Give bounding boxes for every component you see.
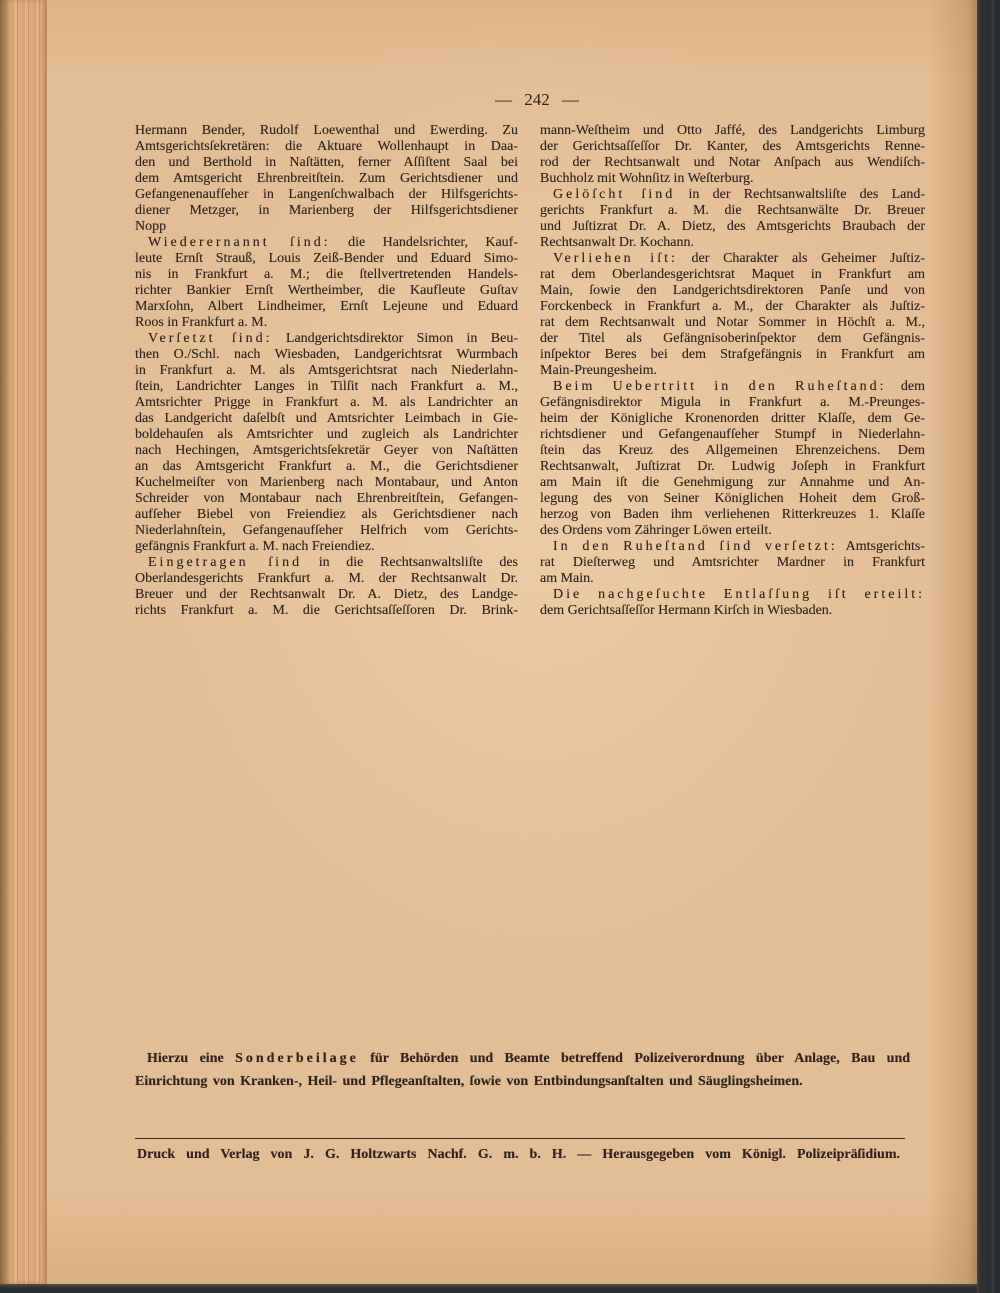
text-line — [135, 491, 518, 507]
paragraph — [540, 123, 925, 187]
line-text: Hierzu eine — [147, 1051, 224, 1066]
spaced-lead-in: Wiederernannt ſind: — [148, 235, 331, 250]
text-line — [135, 171, 518, 187]
left-column — [135, 123, 518, 619]
paragraph — [540, 587, 925, 619]
text-line — [135, 507, 518, 523]
text-line — [540, 363, 925, 379]
text-line — [540, 299, 925, 315]
text-line — [540, 507, 925, 523]
text-line — [135, 475, 518, 491]
paragraph — [135, 331, 518, 555]
page-bottom-edge — [0, 1284, 977, 1293]
line-text: Main-Preungesheim. — [540, 363, 658, 378]
line-text: am Main iſt die Genehmigung zur Annahme und An- — [540, 475, 925, 490]
text-line — [540, 139, 925, 155]
line-text: rat dem Rechtsanwalt und Notar Sommer in Höchſt a. M., — [540, 315, 925, 330]
line-text: Niederlahnſtein, Gefangenaufſeher Helfrich vom Gerichts- — [135, 523, 518, 538]
line-text: des Ordens vom Zähringer Löwen erteilt. — [540, 523, 772, 538]
line-text: Breuer und der Rechtsanwalt Dr. A. Dietz, des Landge- — [135, 587, 518, 602]
text-line — [135, 395, 518, 411]
line-text: Schreider von Montabaur nach Ehrenbreitſtein, Gefangen- — [135, 491, 518, 506]
imprint-rule — [135, 1138, 905, 1139]
text-line — [135, 587, 518, 603]
line-text: Forckenbeck in Frankfurt a. M., der Charakter als Juſtiz- — [540, 299, 925, 314]
text-line — [540, 603, 925, 619]
spaced-lead-in: Verſetzt ſind: — [148, 331, 273, 346]
text-line — [135, 603, 518, 619]
text-line — [135, 1047, 910, 1070]
paragraph — [540, 539, 925, 587]
line-text: ſtein, Landrichter Langes in Tilſit nach Frankfurt a. M., — [135, 379, 518, 394]
paragraph — [135, 555, 518, 619]
spaced-lead-in: Gelöſcht ſind — [553, 187, 676, 202]
text-line — [135, 331, 518, 347]
line-text: nach Hechingen, Amtsgerichtsſekretär Geyer von Naſtätten — [135, 443, 518, 458]
text-line — [135, 539, 518, 555]
line-text: Gefängnisdirektor Migula in Frankfurt a. M.-Preunges- — [540, 395, 925, 410]
paragraph — [135, 123, 518, 235]
line-text: Nopp — [135, 219, 167, 234]
text-line — [135, 363, 518, 379]
text-line — [540, 491, 925, 507]
supplement-note — [135, 1047, 910, 1093]
line-text: gerichts Frankfurt a. M. die Rechtsanwälte Dr. Breuer — [540, 203, 925, 218]
line-text: richter Bankier Ernſt Wertheimber, die Kaufleute Guſtav — [135, 283, 518, 298]
spaced-lead-in: Beim Uebertritt in den Ruheſtand: — [553, 379, 887, 394]
text-line — [135, 379, 518, 395]
line-text: der Gerichtsaſſeſſor Dr. Kanter, des Amtsgerichts Renne- — [540, 139, 925, 154]
text-line — [135, 139, 518, 155]
text-line — [135, 459, 518, 475]
text-line — [135, 155, 518, 171]
line-text: richtsdiener und Gefangenaufſeher Stumpf in Niederlahn- — [540, 427, 925, 442]
text-line — [540, 539, 925, 555]
line-text: heim der Königliche Kronenorden dritter Klaſſe, dem Ge- — [540, 411, 925, 426]
line-text: Hermann Bender, Rudolf Loewenthal und Ewerding. Zu — [135, 123, 518, 138]
line-text: mann-Weſtheim und Otto Jaffé, des Landgerichts Limburg — [540, 123, 925, 138]
line-text: rat Dieſterweg und Amtsrichter Mardner in Frankfurt — [540, 555, 925, 570]
text-line — [135, 315, 518, 331]
text-line — [540, 267, 925, 283]
paragraph — [540, 379, 925, 539]
line-text: diener Metzger, in Marienberg der Hilfsgerichtsdiener — [135, 203, 518, 218]
text-line — [135, 411, 518, 427]
line-text: der Charakter als Geheimer Juſtiz- — [691, 251, 926, 266]
line-text: then O./Schl. nach Wiesbaden, Landgerichtsrat Wurmbach — [135, 347, 518, 362]
line-text: Rechtsanwalt Dr. Kochann. — [540, 235, 694, 250]
text-line — [540, 555, 925, 571]
page-edge-stack — [0, 0, 47, 1284]
text-line — [540, 283, 925, 299]
line-text: rat dem Oberlandesgerichtsrat Maquet in Frankfurt am — [540, 267, 925, 282]
text-line — [540, 395, 925, 411]
line-text: und Juſtizrat Dr. A. Dietz, des Amtsgerichts Braubach der — [540, 219, 925, 234]
line-text: Marxſohn, Albert Lindheimer, Ernſt Lejeune und Eduard — [135, 299, 518, 314]
text-line — [135, 427, 518, 443]
text-line — [540, 155, 925, 171]
text-line — [135, 203, 518, 219]
text-line — [540, 235, 925, 251]
text-line — [540, 459, 925, 475]
text-line — [135, 251, 518, 267]
line-text: Gefangenenaufſeher in Langenſchwalbach der Hilfsgerichts- — [135, 187, 518, 202]
line-text: die Handelsrichter, Kauf- — [348, 235, 518, 250]
text-line — [135, 555, 518, 571]
line-text: Einrichtung von Kranken-, Heil- und Pflegeanſtalten, ſowie von Entbindungsanſtalten und Säuglingsheimen. — [135, 1074, 803, 1089]
line-text: Amtsgerichtsſekretären: die Aktuare Wollenhaupt in Daa- — [135, 139, 518, 154]
line-text: dem Gerichtsaſſeſſor Hermann Kirſch in Wiesbaden. — [540, 603, 833, 618]
line-text: an das Amtsgericht Frankfurt a. M., die Gerichtsdiener — [135, 459, 518, 474]
imprint: Druck und Verlag von J. G. Holtzwarts Nachf. G. m. b. H. — Herausgegeben vom Königl. Polizeipräſidium. — [137, 1147, 900, 1162]
spaced-lead-in: In den Ruheſtand ſind verſetzt: — [553, 539, 838, 554]
line-text: in die Rechtsanwaltsliſte des — [318, 555, 518, 570]
spaced-lead-in: Sonderbeilage — [235, 1051, 359, 1066]
text-line — [135, 523, 518, 539]
text-line — [540, 523, 925, 539]
text-line — [540, 331, 925, 347]
line-text: Landgerichtsdirektor Simon in Beu- — [285, 331, 518, 346]
text-line — [540, 379, 925, 395]
text-line — [540, 475, 925, 491]
text-line — [135, 571, 518, 587]
line-text: nis in Frankfurt a. M.; die ſtellvertretenden Handels- — [135, 267, 518, 282]
paragraph — [135, 235, 518, 331]
text-line — [540, 315, 925, 331]
line-text: in der Rechtsanwaltsliſte des Land- — [688, 187, 925, 202]
text-line — [135, 219, 518, 235]
line-text: Buchholz mit Wohnſitz in Weſterburg. — [540, 171, 754, 186]
line-text: Roos in Frankfurt a. M. — [135, 315, 268, 330]
line-text: dem — [900, 379, 926, 394]
text-line — [540, 187, 925, 203]
text-line — [540, 347, 925, 363]
line-text: Kuchelmeiſter von Marienberg nach Montabaur, und Anton — [135, 475, 518, 490]
text-line — [135, 235, 518, 251]
text-line — [540, 123, 925, 139]
line-text: boldehauſen als Amtsrichter und zugleich als Landrichter — [135, 427, 518, 442]
book-binding — [977, 0, 1000, 1293]
text-line — [540, 171, 925, 187]
text-line — [135, 299, 518, 315]
spaced-lead-in: Verliehen iſt: — [553, 251, 678, 266]
line-text: dem Amtsgericht Ehrenbreitſtein. Zum Gerichtsdiener und — [135, 171, 518, 186]
line-text: aufſeher Biebel von Freiendiez als Gerichtsdiener nach — [135, 507, 518, 522]
text-line — [135, 1070, 910, 1093]
page-number: — 242 — — [495, 90, 579, 109]
line-text: rod der Rechtsanwalt und Notar Anſpach aus Wendiſch- — [540, 155, 925, 170]
line-text: am Main. — [540, 571, 594, 586]
text-line — [135, 123, 518, 139]
text-line — [540, 219, 925, 235]
line-text: Oberlandesgerichts Frankfurt a. M. der Rechtsanwalt Dr. — [135, 571, 518, 586]
line-text: das Landgericht daſelbſt und Amtsrichter Leimbach in Gie- — [135, 411, 518, 426]
text-line — [540, 571, 925, 587]
spaced-lead-in: Eingetragen ſind — [148, 555, 303, 570]
text-line — [135, 443, 518, 459]
spaced-lead-in: Die nachgeſuchte Entlaſſung iſt erteilt: — [553, 587, 925, 602]
text-line — [540, 443, 925, 459]
paragraph — [540, 187, 925, 251]
text-line — [540, 251, 925, 267]
line-text: Main, ſowie den Landgerichtsdirektoren Panſe und von — [540, 283, 925, 298]
paragraph — [540, 251, 925, 379]
line-text: Amtsrichter Prigge in Frankfurt a. M. als Landrichter an — [135, 395, 518, 410]
line-text: legung des von Seiner Königlichen Hoheit dem Groß- — [540, 491, 925, 506]
line-text: gefängnis Frankfurt a. M. nach Freiendiez. — [135, 539, 375, 554]
line-text: den und Berthold in Naſtätten, ferner Aſſiſtent Saal bei — [135, 155, 518, 170]
line-text: Amtsgerichts- — [845, 539, 925, 554]
text-line — [540, 427, 925, 443]
right-column — [540, 123, 925, 619]
text-line — [135, 283, 518, 299]
line-text: für Behörden und Beamte betreffend Polizeiverordnung über Anlage, Bau und — [370, 1051, 911, 1066]
text-line — [540, 203, 925, 219]
line-text: der Titel als Gefängnisoberinſpektor dem Gefängnis- — [540, 331, 925, 346]
line-text: ſtein das Kreuz des Allgemeinen Ehrenzeichens. Dem — [540, 443, 925, 458]
line-text: inſpektor Beres bei dem Strafgefängnis in Frankfurt am — [540, 347, 925, 362]
text-line — [135, 187, 518, 203]
text-line — [135, 347, 518, 363]
line-text: herzog von Baden ihm verliehenen Ritterkreuzes 1. Klaſſe — [540, 507, 925, 522]
text-line — [540, 587, 925, 603]
text-line — [135, 267, 518, 283]
line-text: Rechtsanwalt, Juſtizrat Dr. Ludwig Joſeph in Frankfurt — [540, 459, 925, 474]
line-text: leute Ernſt Strauß, Louis Zeiß-Bender und Eduard Simo- — [135, 251, 518, 266]
text-line — [540, 411, 925, 427]
line-text: richts Frankfurt a. M. die Gerichtsaſſeſſoren Dr. Brink- — [135, 603, 518, 618]
line-text: in Frankfurt a. M. als Amtsgerichtsrat nach Niederlahn- — [135, 363, 518, 378]
